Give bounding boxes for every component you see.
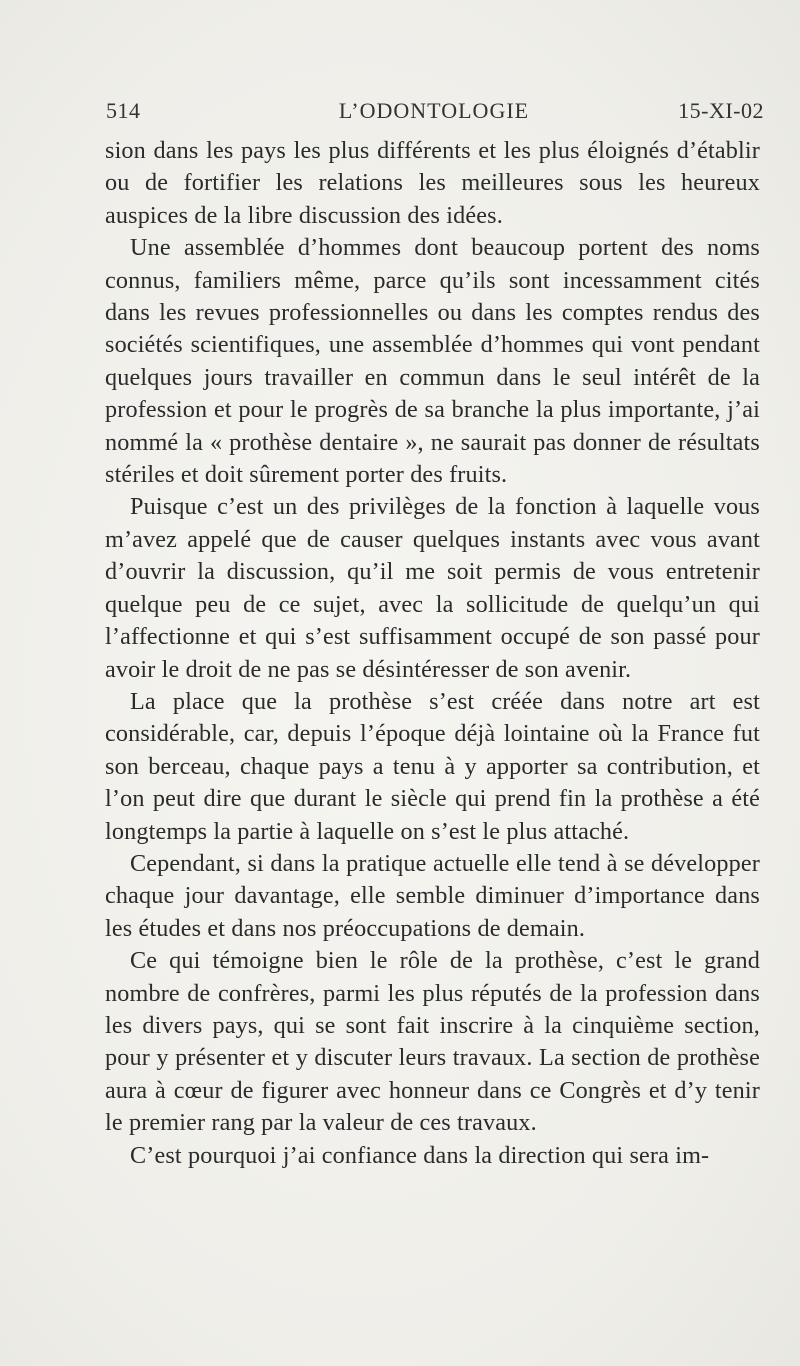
paragraph: Une assemblée d’hommes dont beaucoup portent des noms connus, familiers même, parce qu’ils sont incessamment cités dans les revues professionnelles ou dans les comptes rendus des sociétés scientifiques, une assemblée d’hommes qui vont pendant quelques jours travailler en commun dans le seul intérêt de la profession et pour le progrès de sa branche la plus importante, j’ai nommé la « prothèse dentaire », ne saurait pas donner de résultats stériles et doit sûrement porter des fruits.: [105, 234, 760, 489]
paragraph: Puisque c’est un des privilèges de la fonction à laquelle vous m’avez appelé que de causer quelques instants avec vous avant d’ouvrir la discussion, qu’il me soit permis de vous entretenir quelque peu de ce sujet, avec la sollicitude de quelqu’un qui l’affectionne et qui s’est suffisamment occupé de son passé pour avoir le droit de ne pas se désintéresser de son avenir.: [105, 493, 760, 683]
paragraph: Cependant, si dans la pratique actuelle elle tend à se développer chaque jour davantage, elle semble diminuer d’importance dans les études et dans nos préoccupations de demain.: [105, 849, 760, 942]
paragraph: La place que la prothèse s’est créée dans notre art est considérable, car, depuis l’époque déjà lointaine où la France fut son berceau, chaque pays a tenu à y apporter sa contribution, et l’on peut dire que durant le siècle qui prend fin la prothèse a été longtemps la partie à laquelle on s’est le plus attaché.: [105, 687, 760, 845]
paragraph-final: C’est pourquoi j’ai confiance dans la direction qui sera im-: [130, 1141, 710, 1169]
page-number: 514: [106, 98, 141, 123]
body-text: [105, 135, 760, 1172]
issue-date: 15-XI-02: [678, 98, 764, 123]
paragraph-continued: sion dans les pays les plus différents et les plus éloignés d’établir ou de fortifier les relations les meilleures sous les heureux auspices de la libre discussion des idées.: [105, 137, 760, 229]
running-title: L’ODONTOLOGIE: [338, 98, 530, 123]
paragraph: Ce qui témoigne bien le rôle de la prothèse, c’est le grand nombre de confrères, parmi les plus réputés de la profession dans les divers pays, qui se sont fait inscrire à la cinquième section, pour y présenter et y discuter leurs travaux. La section de prothèse aura à cœur de figurer avec honneur dans ce Congrès et d’y tenir le premier rang par la valeur de ces travaux.: [105, 947, 760, 1137]
page-header: [104, 98, 764, 132]
